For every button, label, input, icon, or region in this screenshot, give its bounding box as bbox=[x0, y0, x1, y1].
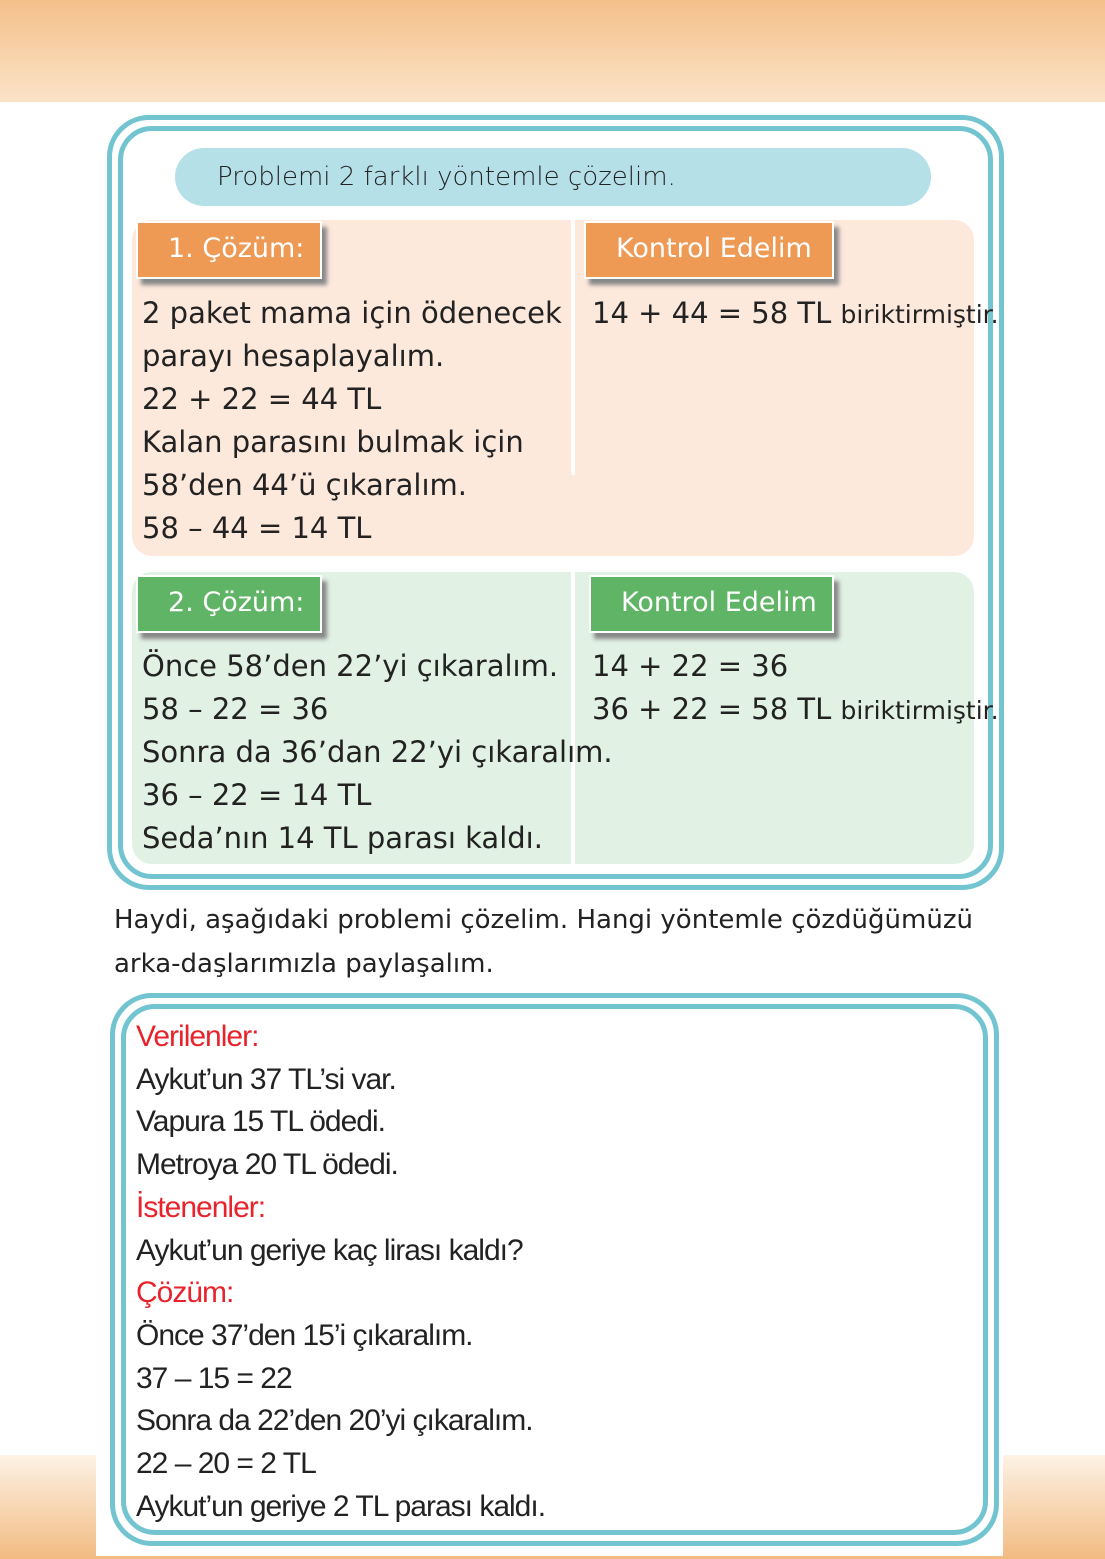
top-decor-band bbox=[0, 0, 1105, 102]
exercise-text bbox=[136, 1016, 545, 1528]
solution1-text bbox=[142, 292, 562, 550]
text-line: 14 + 22 = 36 bbox=[592, 649, 789, 683]
check1-text bbox=[592, 292, 999, 336]
solution2-tag: 2. Çözüm: bbox=[136, 575, 322, 633]
equation: 36 + 22 = 58 TL bbox=[592, 692, 832, 726]
text-line: parayı hesaplayalım. bbox=[142, 339, 445, 373]
text-line: Önce 37’den 15’i çıkaralım. bbox=[136, 1318, 473, 1352]
text-line: Seda’nın 14 TL parası kaldı. bbox=[142, 821, 543, 855]
given-label: Verilenler: bbox=[136, 1020, 259, 1053]
suffix: biriktirmiştir. bbox=[840, 300, 999, 329]
check2-text bbox=[592, 645, 999, 732]
solution2-text bbox=[142, 645, 613, 860]
text-line: Vapura 15 TL ödedi. bbox=[136, 1105, 385, 1139]
text-line: 58’den 44’ü çıkaralım. bbox=[142, 468, 468, 502]
text-line: Sonra da 22’den 20’yi çıkaralım. bbox=[136, 1404, 533, 1438]
equation: 14 + 44 = 58 TL bbox=[592, 296, 832, 330]
text-line: 36 – 22 = 14 TL bbox=[142, 778, 372, 812]
text-line: 22 + 22 = 44 TL bbox=[142, 382, 382, 416]
header-pill: Problemi 2 farklı yöntemle çözelim. bbox=[175, 148, 931, 206]
instruction-text: Haydi, aşağıdaki problemi çözelim. Hangi yöntemle çözdüğümüzü arka-daşlarımızla paylaşalım. bbox=[114, 905, 973, 979]
check1-tag: Kontrol Edelim bbox=[584, 221, 834, 279]
text-line: Önce 58’den 22’yi çıkaralım. bbox=[142, 649, 559, 683]
divider bbox=[571, 220, 575, 475]
solution1-tag: 1. Çözüm: bbox=[136, 221, 322, 279]
text-line: Aykut’un 37 TL’si var. bbox=[136, 1062, 396, 1096]
text-line: 37 – 15 = 22 bbox=[136, 1361, 292, 1395]
text-line: Kalan parasını bulmak için bbox=[142, 425, 524, 459]
text-line: Aykut’un geriye 2 TL parası kaldı. bbox=[136, 1489, 546, 1523]
suffix: biriktirmiştir. bbox=[840, 696, 999, 725]
text-line: 22 – 20 = 2 TL bbox=[136, 1447, 316, 1481]
text-line: 58 – 22 = 36 bbox=[142, 692, 329, 726]
check2-tag: Kontrol Edelim bbox=[589, 575, 834, 633]
text-line: Metroya 20 TL ödedi. bbox=[136, 1148, 398, 1182]
solution-label: Çözüm: bbox=[136, 1276, 234, 1310]
asked-label: İstenenler: bbox=[136, 1190, 266, 1224]
text-line: 2 paket mama için ödenecek bbox=[142, 296, 562, 330]
text-line: Sonra da 36’dan 22’yi çıkaralım. bbox=[142, 735, 613, 769]
text-line: 58 – 44 = 14 TL bbox=[142, 511, 372, 545]
text-line: Aykut’un geriye kaç lirası kaldı? bbox=[136, 1233, 523, 1267]
